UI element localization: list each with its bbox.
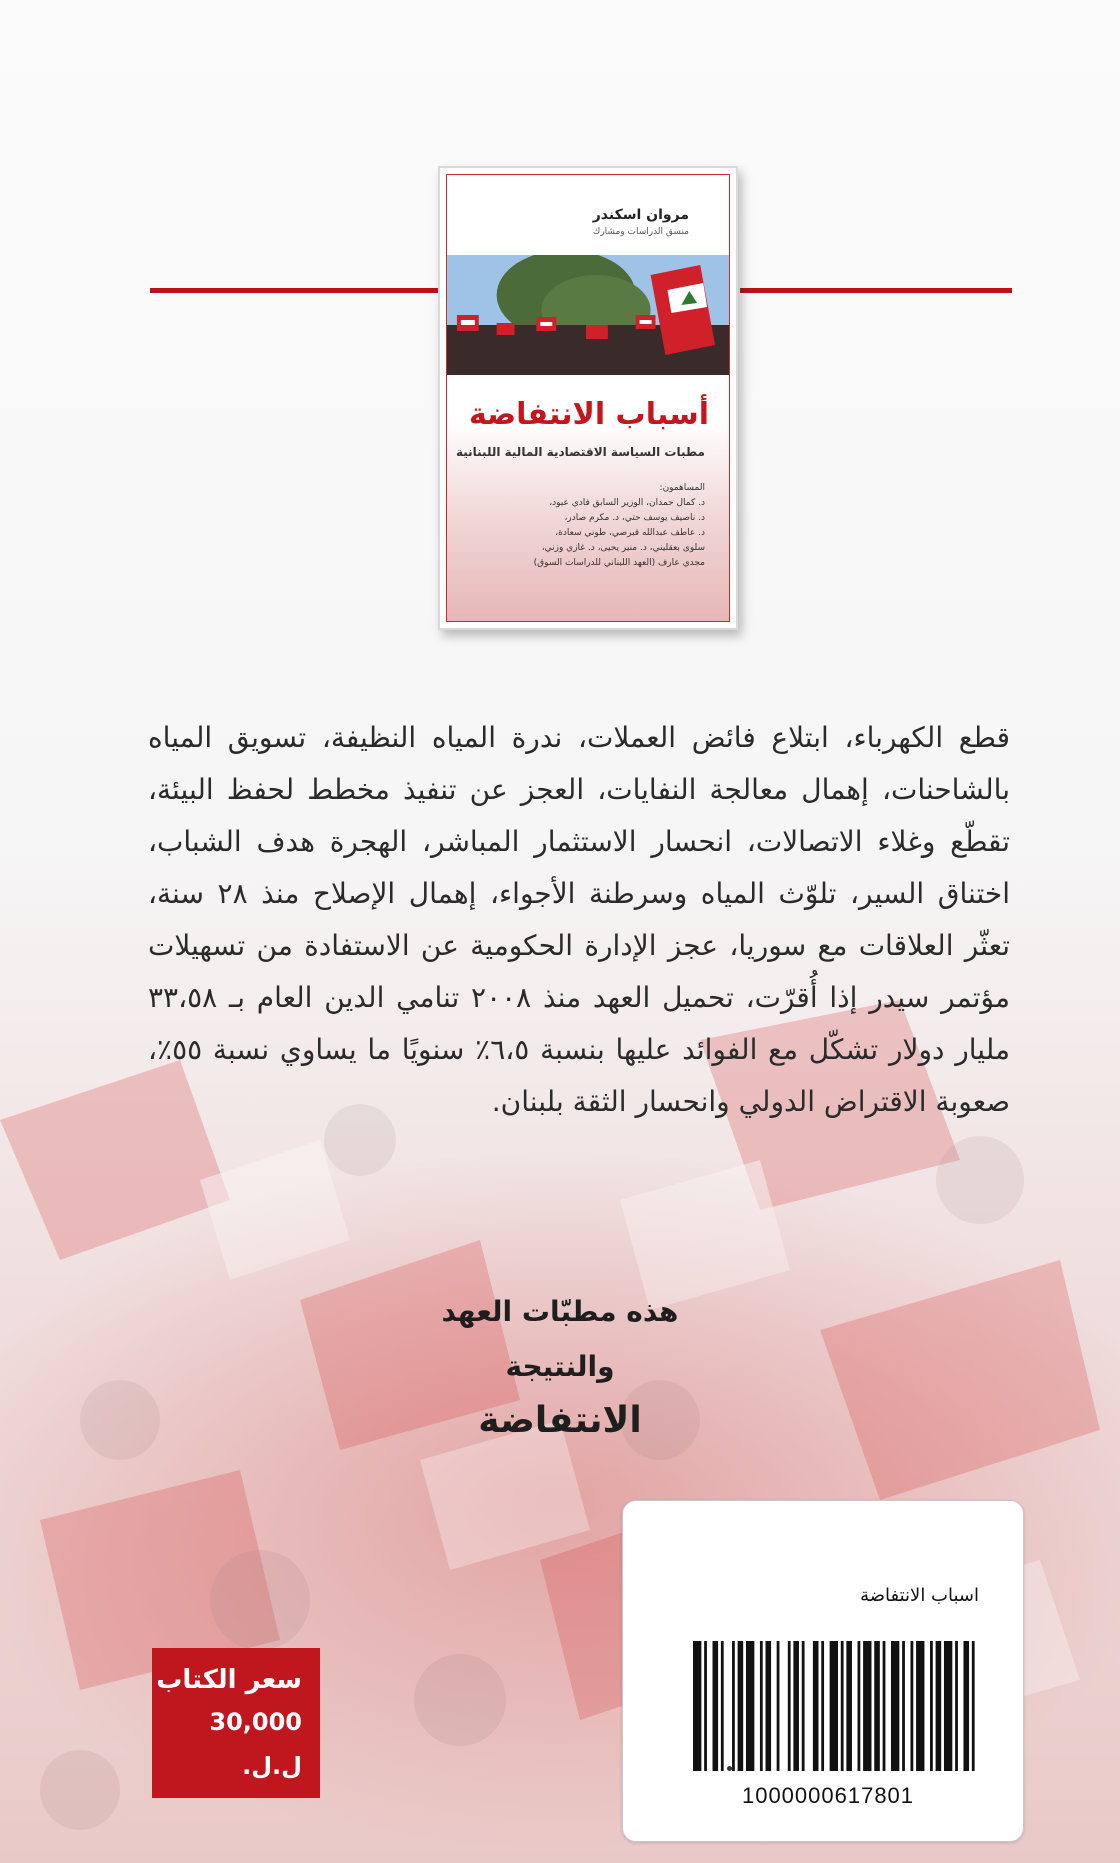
barcode-bar — [891, 1641, 899, 1771]
barcode-bar — [963, 1641, 969, 1771]
barcode-bar — [721, 1641, 724, 1771]
tagline-line-1: هذه مطبّات العهد — [441, 1295, 679, 1328]
contributor-line: د. كمال حمدان، الوزير السابق فادي عبود، — [549, 498, 705, 508]
barcode-bar — [955, 1641, 958, 1771]
barcode-bar — [802, 1641, 805, 1771]
barcode-bar — [766, 1641, 772, 1771]
protest-photo — [447, 255, 729, 375]
cover-author-role: منسق الدراسات ومشارك — [592, 227, 689, 237]
price-box — [152, 1648, 320, 1798]
contributor-line: سلوى بعقليني، د. منير يحيى، د. غازي وزني، — [541, 543, 705, 553]
barcode-bar — [693, 1641, 701, 1771]
barcode-bar — [972, 1641, 975, 1771]
barcode-bar — [841, 1641, 844, 1771]
barcode-bar — [930, 1641, 933, 1771]
barcode-bar — [760, 1641, 763, 1771]
price-value: 30,000 ل.ل. — [209, 1708, 302, 1780]
contributors-heading: المساهمون: — [659, 483, 705, 493]
barcode-bar — [777, 1641, 780, 1771]
front-cover-thumbnail — [438, 166, 738, 630]
barcode-bar — [704, 1641, 707, 1771]
price-label: سعر الكتاب — [156, 1665, 302, 1695]
cover-author: مروان اسكندر — [592, 207, 689, 223]
back-cover-blurb: قطع الكهرباء، ابتلاع فائض العملات، ندرة المياه النظيفة، تسويق المياه بالشاحنات، إهمال معالجة النفايات، العجز عن تنفيذ مخطط لحفظ البيئة، تقطّع وغلاء الاتصالات، انحسار الاستثمار المباشر، الهجرة هدف الشباب، اختناق السير، تلوّث المياه وسرطنة الأجواء، إهمال الإصلاح منذ ٢٨ سنة، تعثّر العلاقات مع سوريا، عجز الإدارة الحكومية عن الاستفادة من تسهيلات مؤتمر سيدر إذا أُقرّت، تحميل العهد منذ ٢٠٠٨ تنامي الدين العام بـ ٣٣،٥٨ مليار دولار تشكّل مع الفوائد عليها بنسبة ٦،٥٪ سنويًا ما يساوي نسبة ٥٥٪، صعوبة الاقتراض الدولي وانحسار الثقة بلبنان. — [148, 721, 1010, 1118]
barcode-bar — [713, 1641, 719, 1771]
barcode-bar — [944, 1641, 952, 1771]
barcode-bar — [793, 1641, 799, 1771]
contributor-line: مجدي عارف (العهد اللبناني للدراسات السوق) — [533, 558, 705, 568]
barcode-bar — [916, 1641, 924, 1771]
red-divider-right — [740, 288, 1012, 293]
contributor-line: د. عاطف عبدالله قبرصي، طوني سعادة، — [555, 528, 705, 538]
cover-subtitle: مطبات السياسة الاقتصادية المالية اللبنانية — [455, 445, 705, 459]
tagline-line-2: والنتيجة — [505, 1350, 615, 1383]
barcode-bar — [732, 1641, 735, 1771]
barcode-bar — [902, 1641, 905, 1771]
barcode-bar — [846, 1641, 852, 1771]
barcode-bar — [830, 1641, 838, 1771]
barcode-sticker — [622, 1500, 1024, 1842]
barcode-number: 1000000617801 — [741, 1783, 915, 1808]
barcode-bar — [738, 1641, 744, 1771]
barcode — [693, 1641, 983, 1771]
cover-title: أسباب الانتفاضة — [468, 397, 709, 432]
sticker-dot — [727, 1766, 732, 1771]
barcode-bar — [821, 1641, 824, 1771]
front-cover-frame — [446, 174, 730, 622]
barcode-bar — [874, 1641, 880, 1771]
barcode-bar — [863, 1641, 871, 1771]
barcode-bar — [911, 1641, 914, 1771]
cover-contributors — [534, 481, 705, 571]
barcode-bar — [936, 1641, 942, 1771]
barcode-bar — [746, 1641, 754, 1771]
barcode-bar — [883, 1641, 886, 1771]
barcode-bar — [858, 1641, 861, 1771]
sticker-title: اسباب الانتفاضة — [860, 1585, 979, 1606]
tagline-line-3: الانتفاضة — [478, 1400, 642, 1441]
red-divider-left — [150, 288, 440, 293]
barcode-bar — [788, 1641, 791, 1771]
barcode-bar — [813, 1641, 819, 1771]
contributor-line: د. ناصيف يوسف حتي، د. مكرم صادر، — [564, 513, 705, 523]
